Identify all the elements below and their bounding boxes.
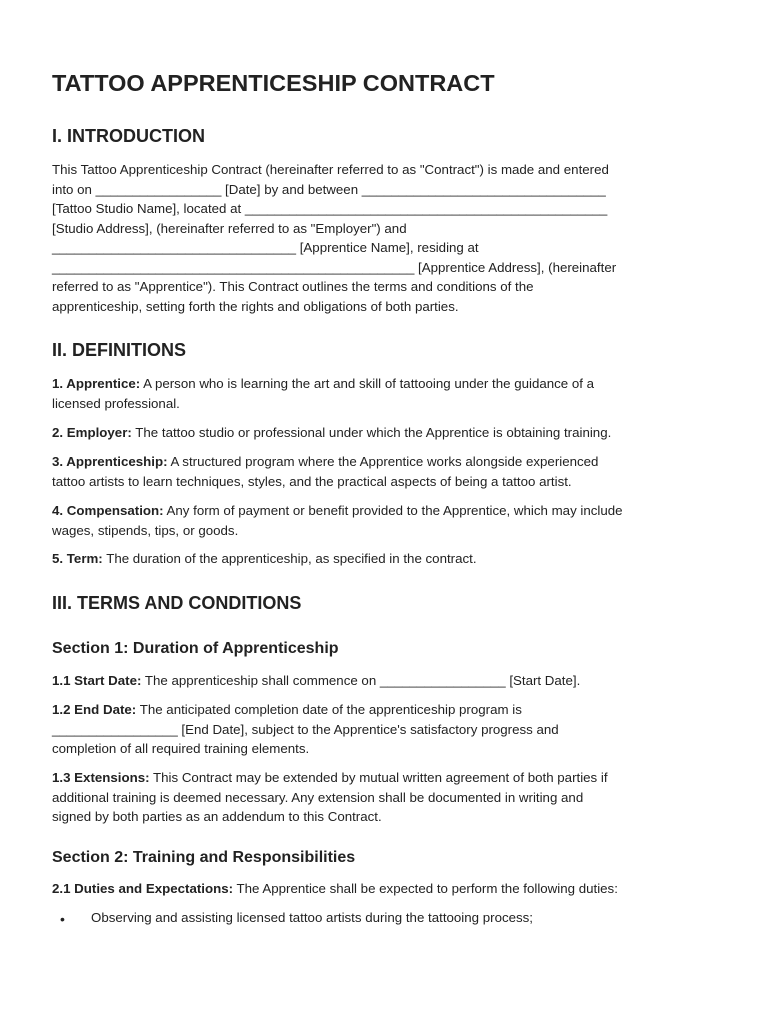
clause-text: signed by both parties as an addendum to this Contract.: [52, 809, 382, 824]
definition-term: [52, 549, 722, 569]
clause-text: completion of all required training elements.: [52, 741, 310, 756]
definition-text: wages, stipends, tips, or goods.: [52, 522, 239, 538]
clause-extensions: [52, 768, 722, 827]
intro-line: referred to as "Apprentice"). This Contract outlines the terms and conditions of the: [52, 279, 534, 294]
clause-end-date: [52, 700, 722, 759]
clause-start-date: [52, 671, 722, 691]
clause-label: 2.1 Duties and Expectations:: [52, 881, 234, 896]
definition-text: A structured program where the Apprentice works alongside experienced: [167, 454, 599, 469]
intro-line: _________________________________________________ [Apprentice Address], (hereinafter: [52, 259, 617, 275]
definition-label: 5. Term:: [52, 551, 103, 566]
definition-apprenticeship: [52, 452, 722, 491]
clause-text: _________________ [End Date], subject to the Apprentice's satisfactory progress and: [52, 721, 559, 737]
definition-text: A person who is learning the art and skill of tattooing under the guidance of a: [140, 376, 595, 391]
intro-line: This Tattoo Apprenticeship Contract (hereinafter referred to as "Contract") is made and entered: [52, 162, 609, 177]
definition-label: 4. Compensation:: [52, 503, 164, 518]
definition-label: 2. Employer:: [52, 425, 132, 440]
clause-label: 1.3 Extensions:: [52, 770, 150, 785]
clause-text: additional training is deemed necessary. Any extension shall be documented in writing and: [52, 789, 584, 805]
definition-text: tattoo artists to learn techniques, styles, and the practical aspects of being a tattoo artist.: [52, 473, 572, 489]
bullet-icon: •: [60, 911, 65, 927]
document-title: TATTOO APPRENTICESHIP CONTRACT: [52, 70, 495, 96]
intro-line: into on _________________ [Date] by and between _________________________________: [52, 181, 606, 197]
definition-text: licensed professional.: [52, 395, 180, 411]
clause-text: The anticipated completion date of the apprenticeship program is: [136, 702, 522, 717]
definition-text: The tattoo studio or professional under which the Apprentice is obtaining training.: [131, 425, 612, 440]
intro-paragraph: [52, 160, 722, 316]
section2-heading: Section 2: Training and Responsibilities: [52, 849, 356, 866]
clause-text: The apprenticeship shall commence on _________________ [Start Date].: [141, 673, 581, 688]
definition-label: 1. Apprentice:: [52, 376, 141, 391]
definition-employer: [52, 423, 722, 443]
definition-text: Any form of payment or benefit provided to the Apprentice, which may include: [163, 503, 623, 518]
terms-heading: III. TERMS AND CONDITIONS: [52, 593, 302, 613]
clause-duties: [52, 879, 722, 899]
intro-heading: I. INTRODUCTION: [52, 126, 205, 146]
duty-list-item: Observing and assisting licensed tattoo artists during the tattooing process;: [91, 910, 533, 925]
definition-apprentice: [52, 374, 722, 413]
definition-compensation: [52, 501, 722, 540]
intro-line: apprenticeship, setting forth the rights and obligations of both parties.: [52, 298, 459, 314]
definitions-heading: II. DEFINITIONS: [52, 340, 187, 360]
clause-label: 1.2 End Date:: [52, 702, 137, 717]
section1-heading: Section 1: Duration of Apprenticeship: [52, 640, 339, 657]
intro-line: [Studio Address], (hereinafter referred to as "Employer") and: [52, 220, 407, 236]
clause-text: This Contract may be extended by mutual written agreement of both parties if: [149, 770, 608, 785]
definition-label: 3. Apprenticeship:: [52, 454, 168, 469]
definition-text: The duration of the apprenticeship, as specified in the contract.: [102, 551, 477, 566]
intro-line: _________________________________ [Apprentice Name], residing at: [52, 240, 479, 255]
clause-label: 1.1 Start Date:: [52, 673, 142, 688]
intro-line: [Tattoo Studio Name], located at _________________________________________________: [52, 201, 608, 216]
clause-text: The Apprentice shall be expected to perform the following duties:: [233, 881, 618, 896]
